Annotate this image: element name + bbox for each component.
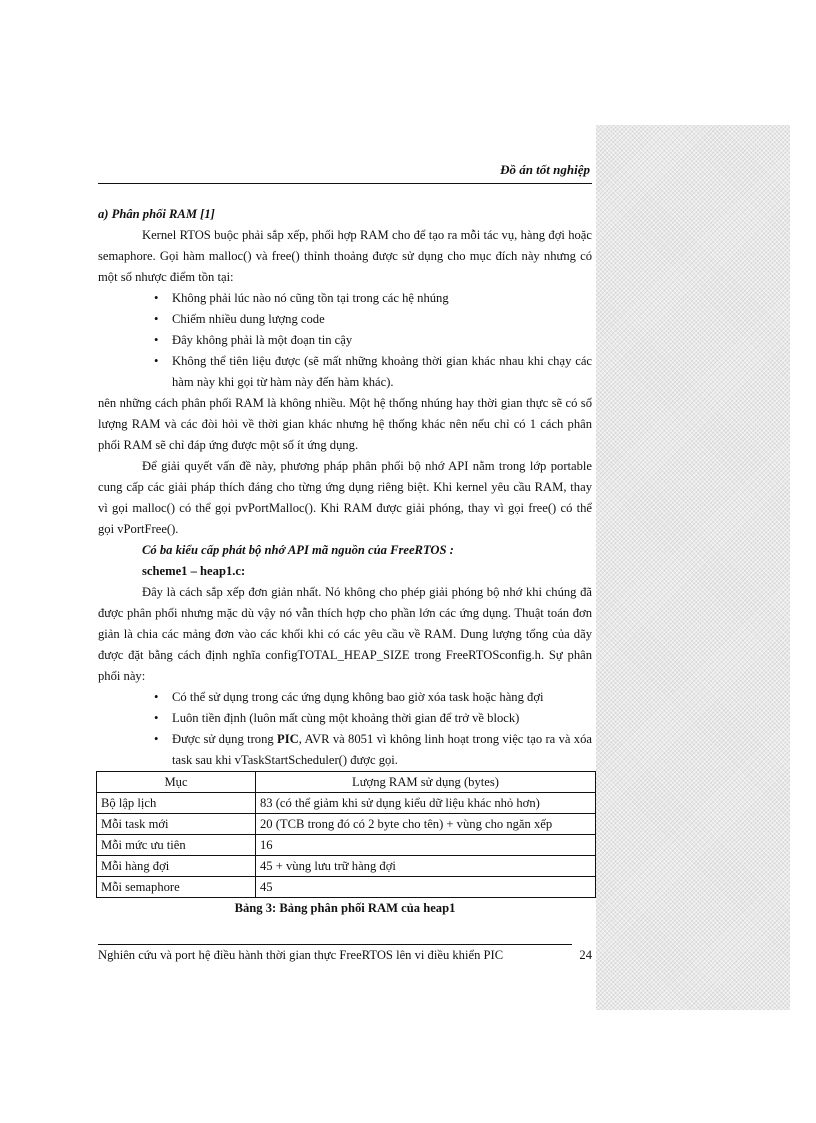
list-item — [154, 729, 592, 771]
ram-table — [96, 771, 596, 898]
section-heading: a) Phân phối RAM [1] — [98, 207, 215, 221]
table-cell: 45 — [256, 877, 596, 898]
table-header-row — [97, 772, 596, 793]
list-item: • Không phải lúc nào nó cũng tồn tại trong các hệ nhúng — [154, 288, 592, 309]
bullet-list-2 — [98, 687, 592, 771]
page-number: 24 — [579, 948, 592, 962]
table-row — [97, 856, 596, 877]
table-header-cell: Mục — [97, 772, 256, 793]
table-cell: 16 — [256, 835, 596, 856]
subheading-api-types: Có ba kiểu cấp phát bộ nhớ API mã nguồn của FreeRTOS : — [142, 543, 454, 557]
paragraph-1: Kernel RTOS buộc phải sắp xếp, phối hợp RAM cho để tạo ra mỗi tác vụ, hàng đợi hoặc semaphore. Gọi hàm malloc() và free() thỉnh thoảng được sử dụng cho mục đích này nhưng có một số nhược điểm tồn tại: — [98, 228, 592, 284]
side-pattern-band — [596, 125, 790, 1010]
footer-divider — [98, 944, 572, 945]
page-footer — [98, 946, 592, 964]
table-caption: Bảng 3: Bảng phân phối RAM của heap1 — [234, 901, 456, 915]
header-divider — [98, 183, 592, 184]
bullet-text-pre: Được sử dụng trong — [172, 732, 278, 746]
table-cell: Mỗi mức ưu tiên — [97, 835, 256, 856]
table-row — [97, 877, 596, 898]
footer-title: Nghiên cứu và port hệ điều hành thời gian thực FreeRTOS lên vi điều khiển PIC — [98, 948, 504, 962]
bullet-text-post: , AVR và 8051 vì không linh hoạt trong việc tạo ra và xóa task sau khi vTaskStartScheduler() được gọi. — [172, 732, 592, 767]
paragraph-2: nên những cách phân phối RAM là không nhiều. Một hệ thống nhúng hay thời gian thực sẽ có số lượng RAM và các đòi hỏi về thời gian khác nhưng hệ thống khác nên nếu chỉ có 1 cách phân phối RAM sẽ chỉ đáp ứng được một số ít ứng dụng. — [98, 396, 592, 452]
paragraph-4: Đây là cách sắp xếp đơn giản nhất. Nó không cho phép giải phóng bộ nhớ khi chúng đã được phân phối nhưng mặc dù vậy nó vẫn thích hợp cho phần lớn các ứng dụng. Thuật toán đơn giản là chia các mảng đơn vào các khối khi có các yêu cầu về RAM. Dung lượng tổng của dãy được đặt bằng cách định nghĩa configTOTAL_HEAP_SIZE trong FreeRTOSconfig.h. Sự phân phối này: — [98, 585, 592, 683]
list-item: • Không thể tiên liệu được (sẽ mất những khoảng thời gian khác nhau khi chạy các hàm này khi gọi từ hàm này đến hàm khác). — [154, 351, 592, 393]
list-item: • Có thể sử dụng trong các ứng dụng không bao giờ xóa task hoặc hàng đợi — [154, 687, 592, 708]
list-item: • Luôn tiền định (luôn mất cùng một khoảng thời gian để trở về block) — [154, 708, 592, 729]
bullet-list-1 — [98, 288, 592, 393]
table-cell: 45 + vùng lưu trữ hàng đợi — [256, 856, 596, 877]
page-body — [98, 204, 592, 919]
table-cell: Mỗi task mới — [97, 814, 256, 835]
page-header-title: Đồ án tốt nghiệp — [500, 162, 590, 177]
list-item: • Đây không phải là một đoạn tin cậy — [154, 330, 592, 351]
list-item: • Chiếm nhiều dung lượng code — [154, 309, 592, 330]
table-cell: 83 (có thể giảm khi sử dụng kiểu dữ liệu khác nhỏ hơn) — [256, 793, 596, 814]
table-cell: 20 (TCB trong đó có 2 byte cho tên) + vùng cho ngăn xếp — [256, 814, 596, 835]
table-row — [97, 814, 596, 835]
bullet-text-bold: PIC — [277, 732, 299, 746]
table-cell: Bộ lập lịch — [97, 793, 256, 814]
table-row — [97, 835, 596, 856]
paragraph-3: Để giải quyết vấn đề này, phương pháp phân phối bộ nhớ API nằm trong lớp portable cung cấp các giải pháp thích đáng cho từng ứng dụng riêng biệt. Khi kernel yêu cầu RAM, thay vì gọi malloc() có thể gọi pvPortMalloc(). Khi RAM được giải phóng, thay vì gọi free() có thể gọi vPortFree(). — [98, 459, 592, 536]
table-header-cell: Lượng RAM sử dụng (bytes) — [256, 772, 596, 793]
table-row — [97, 793, 596, 814]
table-cell: Mỗi hàng đợi — [97, 856, 256, 877]
subheading-scheme1: scheme1 – heap1.c: — [142, 564, 246, 578]
table-cell: Mỗi semaphore — [97, 877, 256, 898]
